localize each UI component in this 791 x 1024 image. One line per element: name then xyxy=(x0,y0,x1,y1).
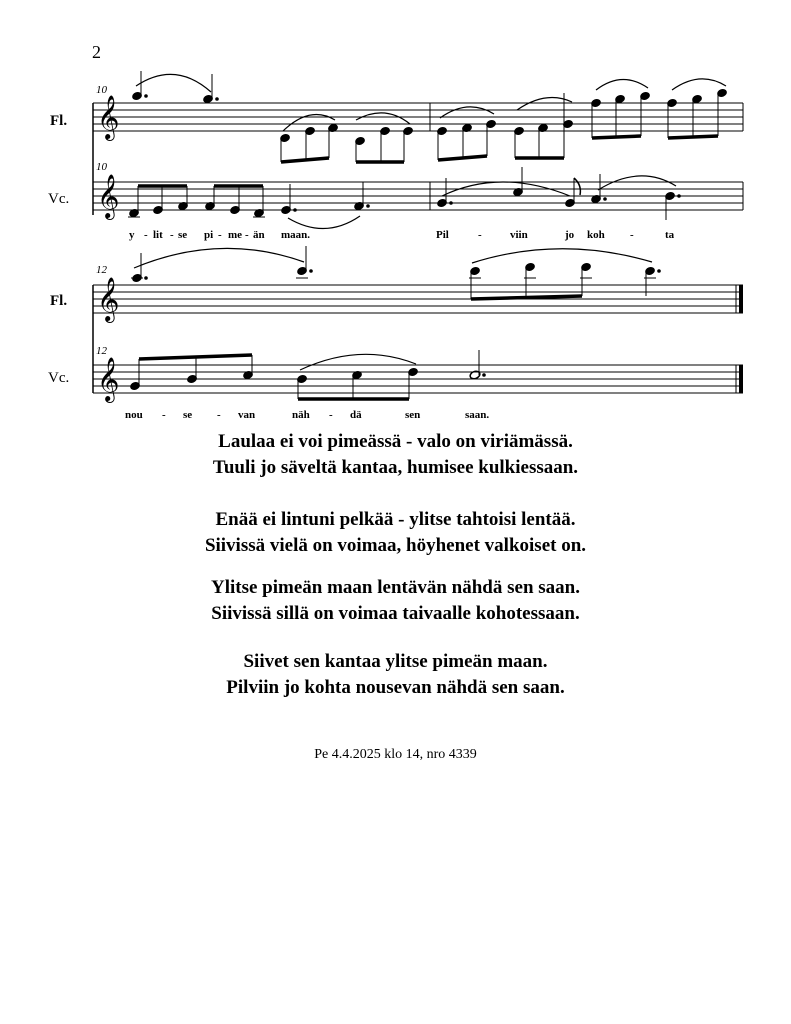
cello-notes xyxy=(130,350,486,399)
system-1 xyxy=(48,71,743,241)
lyric-syllable: se xyxy=(178,229,188,241)
lyric-syllable: van xyxy=(238,409,256,421)
lyric-syllable: maan. xyxy=(281,229,311,241)
lyric-line: Siivissä vielä on voimaa, höyhenet valkoiset on. xyxy=(204,535,587,556)
cello-notes xyxy=(128,167,680,229)
stanza-1 xyxy=(0,429,791,481)
lyric-line: Enää ei lintuni pelkää - ylitse tahtoisi lentää. xyxy=(215,509,576,530)
lyric-syllable: jo xyxy=(565,229,575,241)
treble-clef-icon: 𝄞 xyxy=(97,279,120,321)
system-2 xyxy=(48,246,743,421)
lyric-syllable: än xyxy=(253,229,265,241)
measure-number: 10 xyxy=(96,84,107,96)
lyric-syllable: nou xyxy=(125,409,143,421)
lyric-syllable: viin xyxy=(510,229,528,241)
lyric-syllable: - xyxy=(218,229,222,241)
lyric-line: Siivissä sillä on voimaa taivaalle kohotessaan. xyxy=(211,603,580,624)
lyric-syllable: - xyxy=(162,409,166,421)
lyric-syllable: - xyxy=(144,229,148,241)
measure-number: 12 xyxy=(96,345,107,357)
lyric-syllable: - xyxy=(245,229,249,241)
lyric-syllable: näh xyxy=(292,409,310,421)
lyric-syllable: - xyxy=(630,229,634,241)
lyric-line: Siivet sen kantaa ylitse pimeän maan. xyxy=(243,651,548,672)
page-number: 2 xyxy=(92,42,101,62)
lyric-line: Tuuli jo säveltä kantaa, humisee kulkiessaan. xyxy=(212,457,579,478)
music-score xyxy=(0,0,791,430)
lyric-syllable: - xyxy=(170,229,174,241)
lyric-syllable: Pil xyxy=(436,229,449,241)
lyric-syllable: - xyxy=(329,409,333,421)
lyric-syllable: koh xyxy=(587,229,605,241)
lyric-line: Pilviin jo kohta nousevan nähdä sen saan. xyxy=(226,677,565,698)
lyric-syllable: se xyxy=(183,409,193,421)
cello-staff xyxy=(93,182,743,210)
treble-clef-icon: 𝄞 xyxy=(97,176,120,218)
lyrics-system-2 xyxy=(125,409,489,421)
lyric-syllable: - xyxy=(478,229,482,241)
lyric-line: Ylitse pimeän maan lentävän nähdä sen saan. xyxy=(211,577,580,598)
flute-label: Fl. xyxy=(50,113,68,129)
flute-notes xyxy=(131,246,660,299)
lyric-syllable: dä xyxy=(350,409,362,421)
lyric-syllable: - xyxy=(217,409,221,421)
lyric-syllable: pi xyxy=(204,229,214,241)
stanza-4 xyxy=(0,649,791,701)
measure-number: 12 xyxy=(96,264,107,276)
lyrics-system-1 xyxy=(129,229,675,241)
treble-clef-icon: 𝄞 xyxy=(97,97,120,139)
lyric-syllable: me xyxy=(228,229,243,241)
lyric-syllable: sen xyxy=(405,409,421,421)
measure-number: 10 xyxy=(96,161,107,173)
footer-date: Pe 4.4.2025 klo 14, nro 4339 xyxy=(314,747,477,762)
flute-staff xyxy=(93,103,743,131)
lyric-syllable: ta xyxy=(665,229,675,241)
flute-label: Fl. xyxy=(50,293,68,309)
cello-label: Vc. xyxy=(48,370,70,386)
lyric-syllable: lit xyxy=(153,229,163,241)
cello-label: Vc. xyxy=(48,191,70,207)
lyric-syllable: y xyxy=(129,229,135,241)
stanza-3 xyxy=(0,575,791,627)
stanza-2 xyxy=(0,507,791,559)
lyric-line: Laulaa ei voi pimeässä - valo on viriämässä. xyxy=(218,431,573,452)
lyric-syllable: saan. xyxy=(465,409,490,421)
treble-clef-icon: 𝄞 xyxy=(97,359,120,401)
